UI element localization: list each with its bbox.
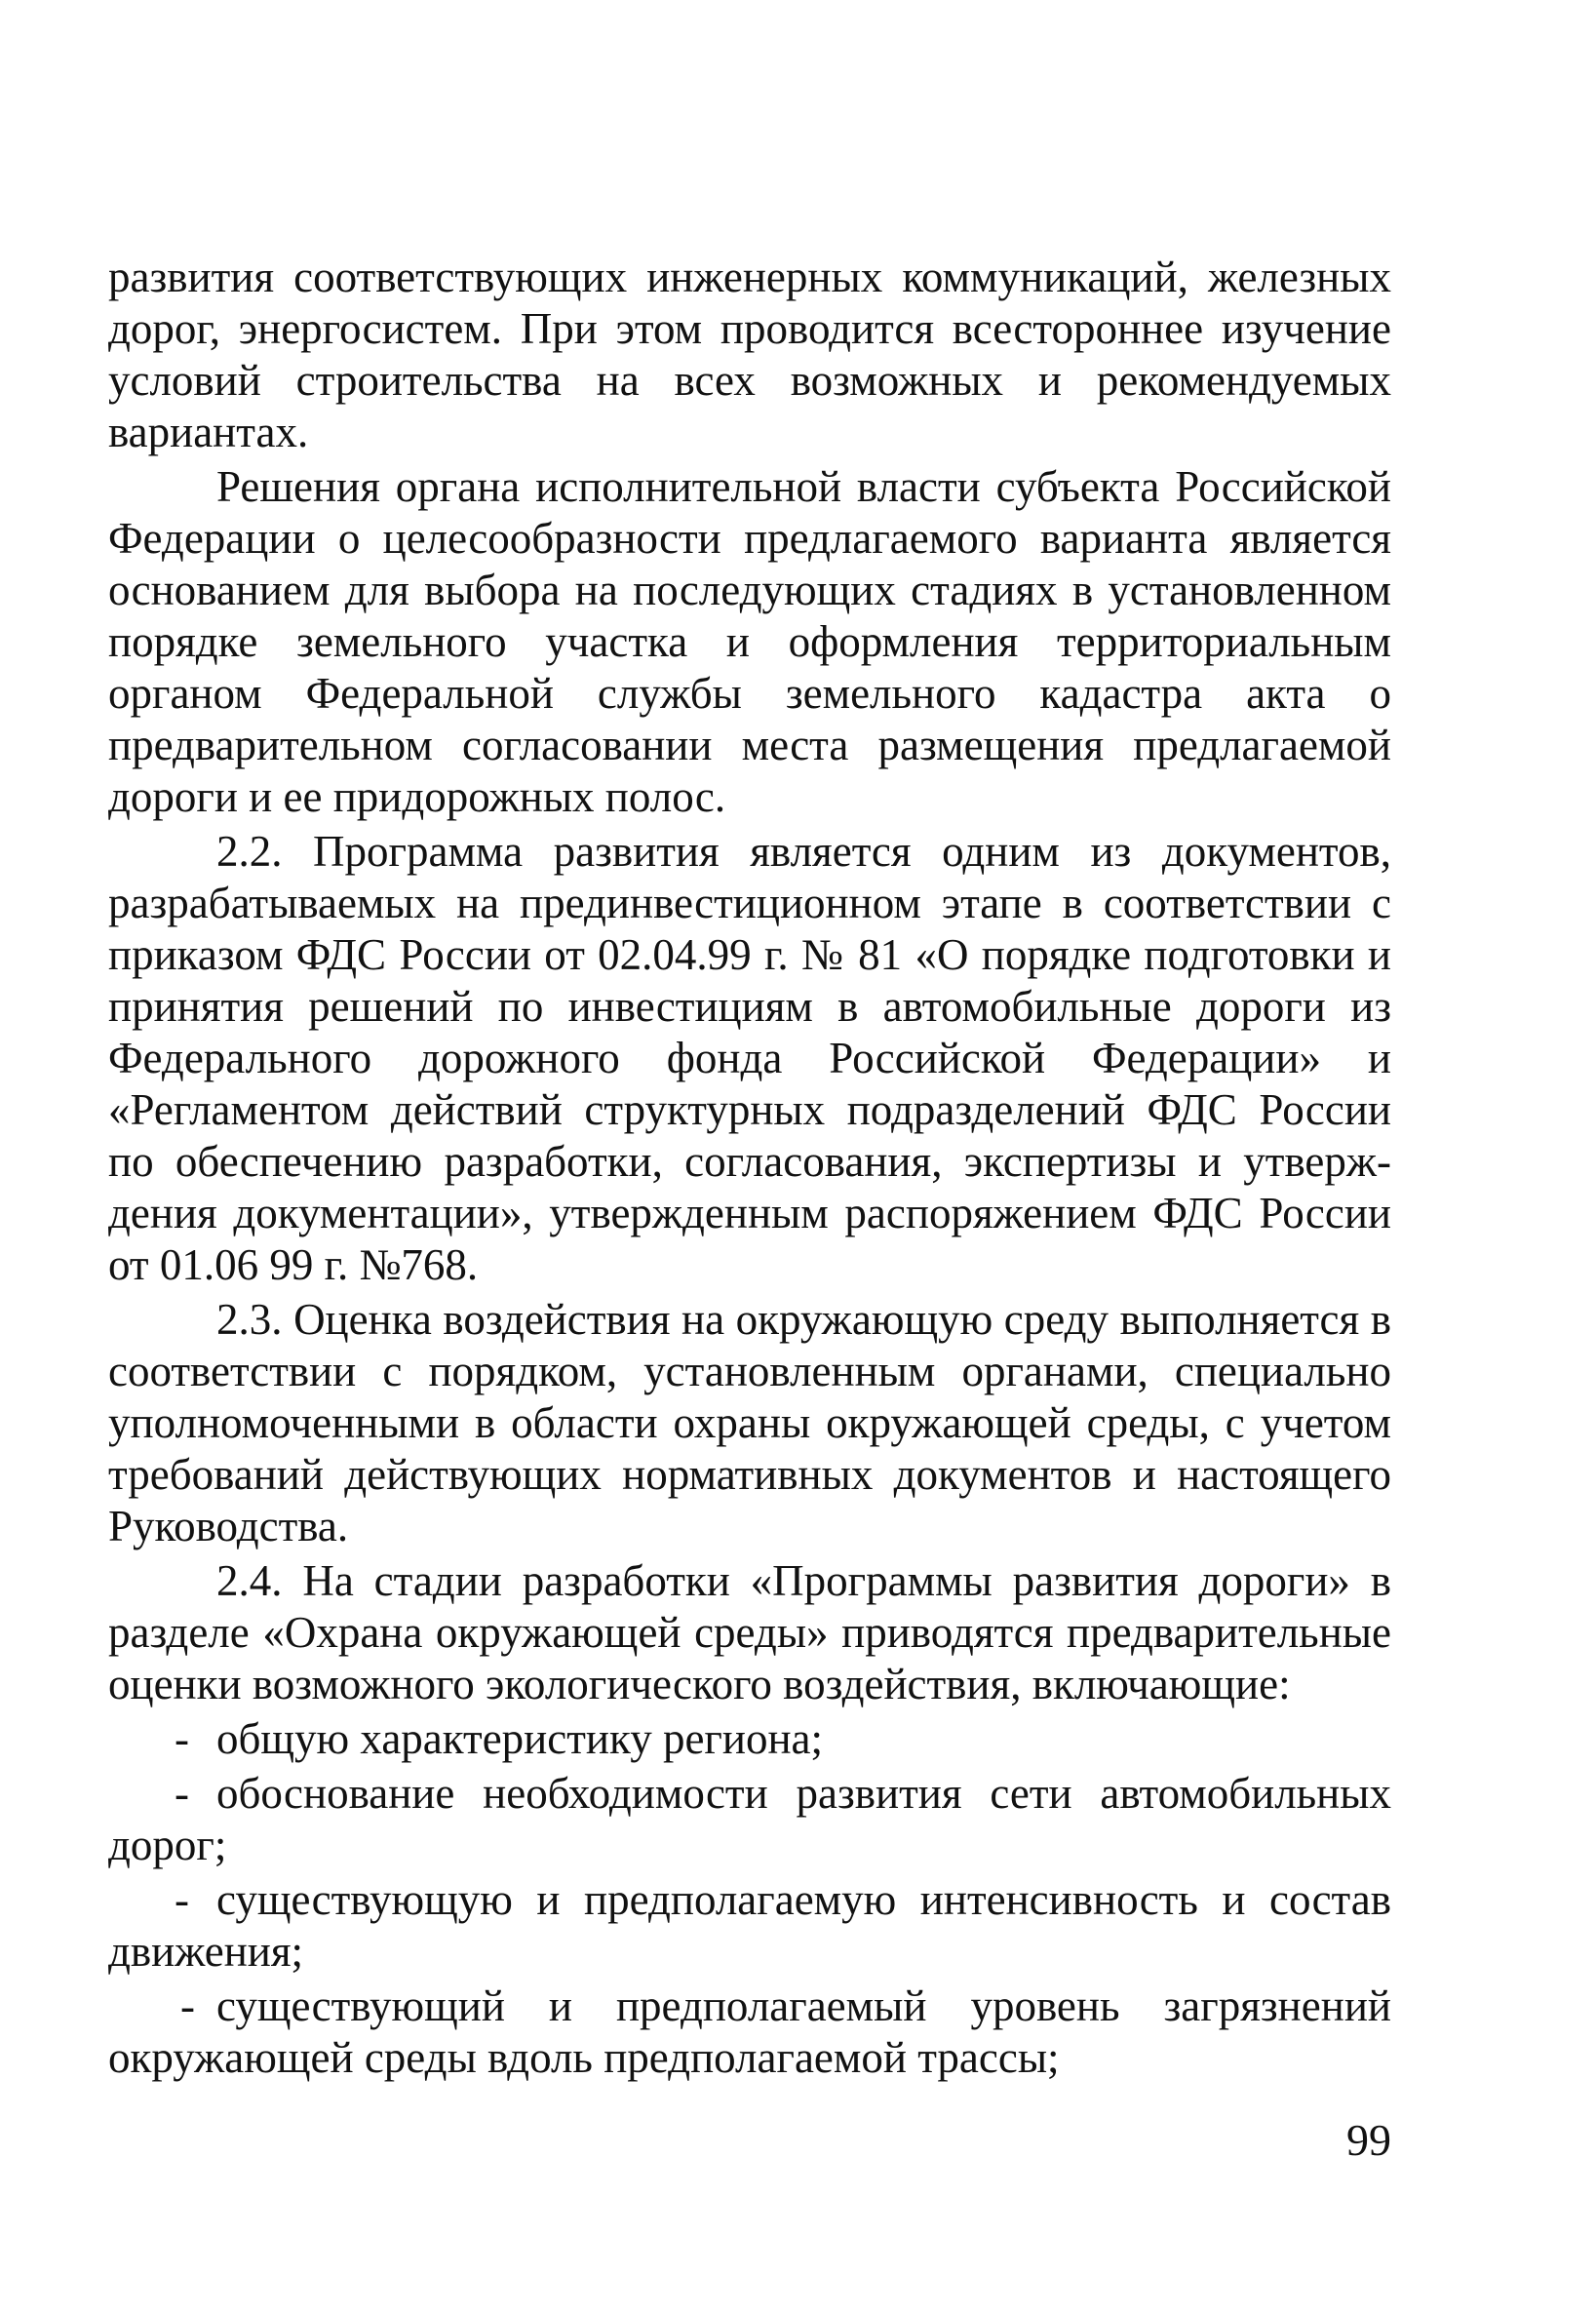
list-item	[108, 1874, 1391, 1978]
list-item	[108, 1768, 1391, 1871]
paragraph-2-3: 2.3. Оценка воздействия на окружающую среду выполняется в соответствии с порядком, установленным органами, специально уполномоченными в области охраны окружающей среды, с учетом требований действующих нормативных документов и настоящего Руководства.	[108, 1295, 1391, 1550]
list-item-text: обоснование необходимости развития сети автомобильных дорог;	[108, 1769, 1391, 1869]
list-dash: -	[180, 1981, 195, 2030]
list-dash: -	[175, 1875, 189, 1924]
list-item	[108, 1713, 1391, 1765]
list-item-text: существующую и предполагаемую интенсивность и состав движения;	[108, 1875, 1391, 1976]
page-number: 99	[1346, 2115, 1391, 2165]
paragraph-2-2: 2.2. Программа развития является одним из документов, разрабатываемых на прединвестиционном этапе в соответствии с приказом ФДС России от 02.04.99 г. № 81 «О порядке подготовки и принятия решений по инвестициям в автомобильные дороги из Федерального дорожного фонда Российской Федерации» и «Регламентом действий структурных подразделений ФДС России по обеспечению разработки, согласования, экспертизы и утверждения документации», утвержденным распоряжением ФДС России от 01.06 99 г. №768.	[108, 827, 1391, 1289]
list-dash: -	[175, 1769, 189, 1818]
document-body	[108, 252, 1391, 2087]
paragraph-2-4: 2.4. На стадии разработки «Программы развития дороги» в разделе «Охрана окружающей среды» приводятся предварительные оценки возможного экологического воздействия, включающие:	[108, 1556, 1391, 1708]
paragraph-continuation: развития соответствующих инженерных коммуникаций, железных дорог, энергосистем. При этом проводится всестороннее изучение условий строительства на всех возможных и рекомендуемых вариантах.	[108, 253, 1391, 456]
list-dash: -	[175, 1714, 189, 1763]
list-item-text: общую характеристику региона;	[216, 1714, 824, 1763]
list-item	[108, 1981, 1391, 2084]
list-item-text: существующий и предполагаемый уровень загрязнений окружающей среды вдоль предполагаемой трассы;	[108, 1981, 1391, 2082]
paragraph-decision: Решения органа исполнительной власти субъекта Российской Федерации о целесообразности предлагаемого варианта является основанием для выбора на последующих стадиях в установленном порядке земельного участка и оформления территориальным органом Федеральной службы земельного кадастра акта о предварительном согласовании места размещения предлагаемой дороги и ее придорожных полос.	[108, 462, 1391, 821]
